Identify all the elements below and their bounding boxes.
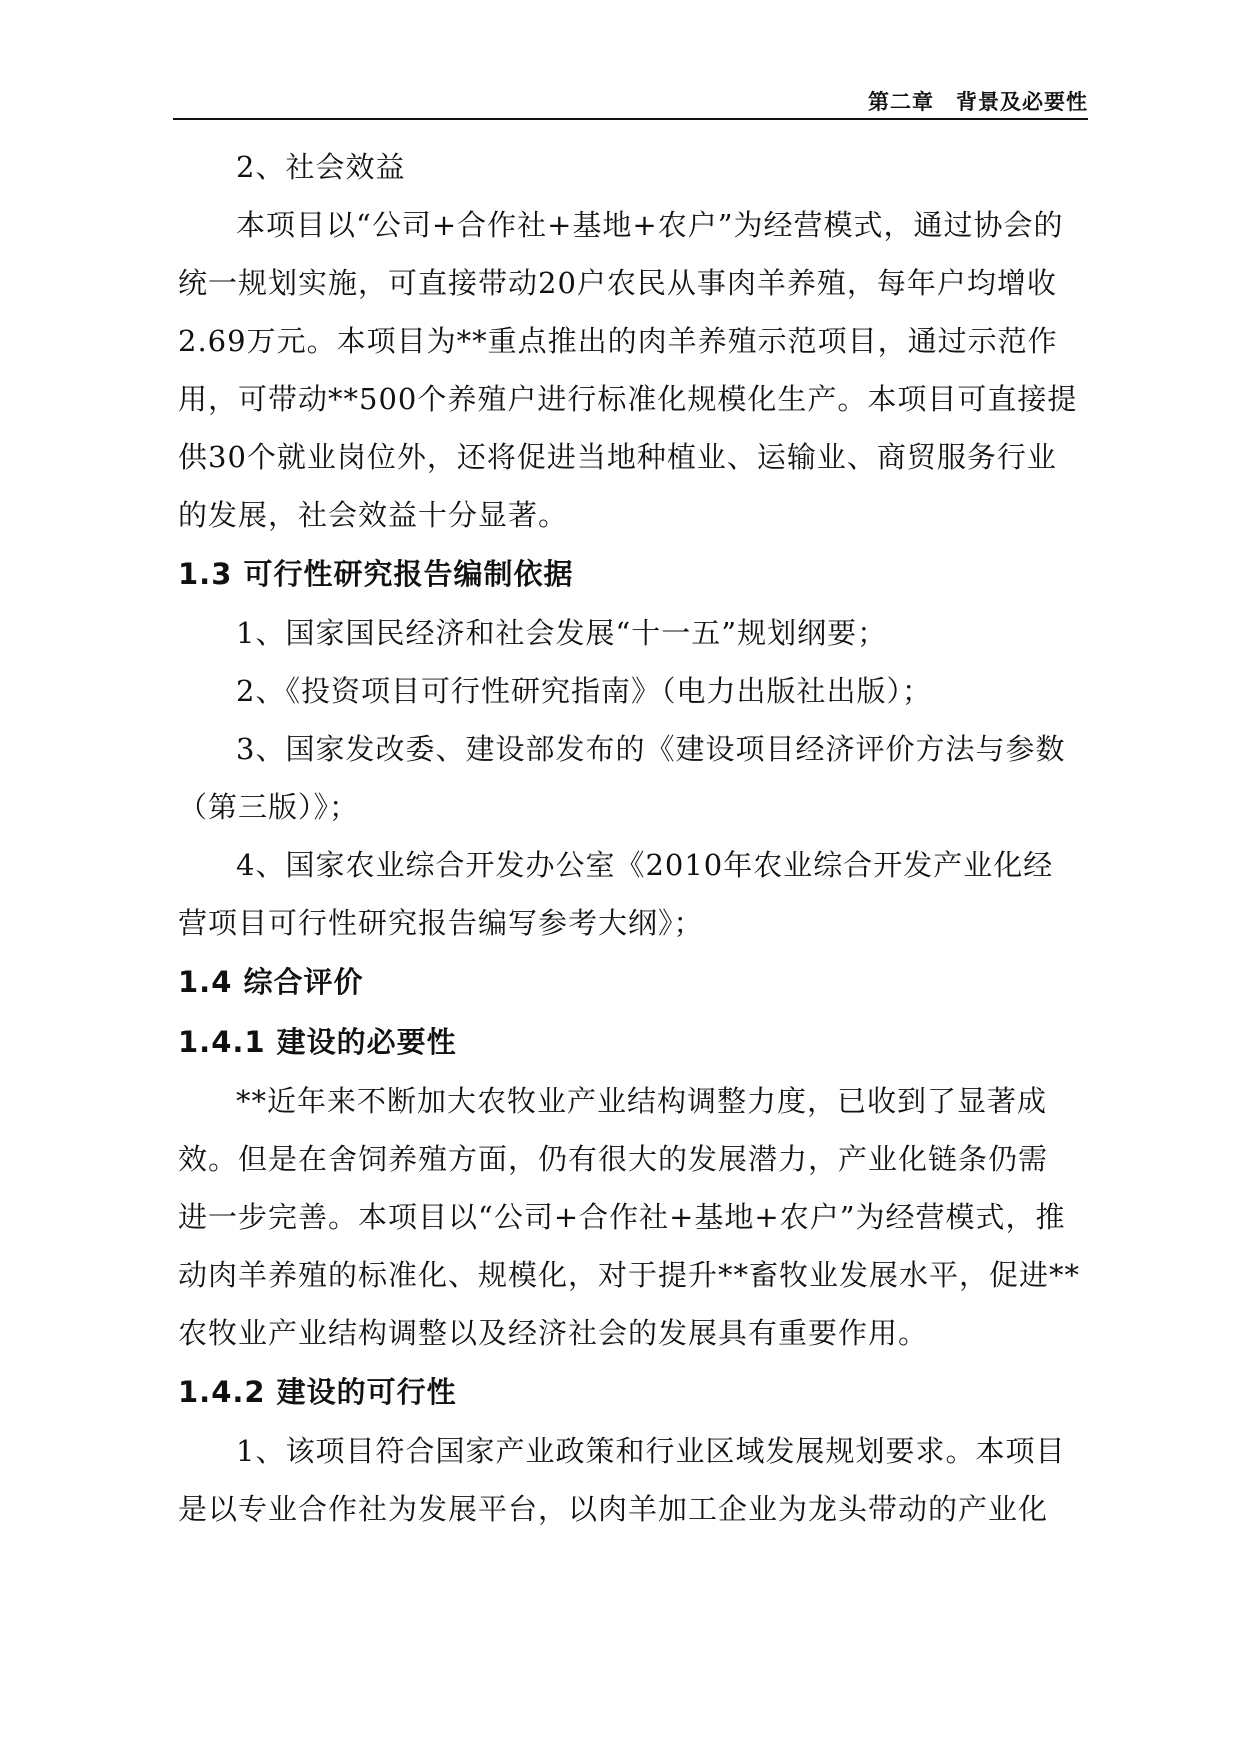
text-line: 本项目以“公司+合作社+基地+农户”为经营模式，通过协会的 — [236, 208, 1064, 242]
paragraph-necessity — [178, 1072, 1084, 1362]
text-line: 是以专业合作社为发展平台，以肉羊加工企业为龙头带动的产业化 — [178, 1492, 1049, 1526]
heading-1-4-2: 1.4.2 建设的可行性 — [178, 1375, 457, 1409]
basis-item-2 — [178, 662, 1084, 720]
text-line: 营项目可行性研究报告编写参考大纲》； — [178, 906, 704, 940]
running-header: 第二章 背景及必要性 — [868, 90, 1088, 114]
text-line: 统一规划实施，可直接带动20户农民从事肉羊养殖，每年户均增收 — [178, 266, 1057, 300]
text-line: 2、社会效益 — [236, 150, 406, 184]
text-line: 的发展，社会效益十分显著。 — [178, 498, 569, 532]
heading-1-3: 1.3 可行性研究报告编制依据 — [178, 557, 574, 591]
header-rule — [173, 118, 1088, 120]
heading-1-4-1: 1.4.1 建设的必要性 — [178, 1025, 457, 1059]
text-line: 1、国家国民经济和社会发展“十一五”规划纲要； — [236, 616, 888, 650]
paragraph-social-benefit — [178, 196, 1084, 544]
text-line: 3、国家发改委、建设部发布的《建设项目经济评价方法与参数 — [236, 732, 1066, 766]
text-line: 2、《投资项目可行性研究指南》（电力出版社出版）； — [236, 674, 932, 708]
text-line: （第三版）》； — [178, 790, 360, 824]
basis-item-4 — [178, 836, 1084, 952]
paragraph-social-benefit-title — [178, 138, 1084, 196]
text-line: 动肉羊养殖的标准化、规模化，对于提升**畜牧业发展水平，促进** — [178, 1258, 1081, 1292]
paragraph-feasibility — [178, 1422, 1084, 1538]
basis-item-1 — [178, 604, 1084, 662]
text-line: **近年来不断加大农牧业产业结构调整力度，已收到了显著成 — [236, 1084, 1048, 1118]
text-line: 农牧业产业结构调整以及经济社会的发展具有重要作用。 — [178, 1316, 929, 1350]
text-line: 供30个就业岗位外，还将促进当地种植业、运输业、商贸服务行业 — [178, 440, 1057, 474]
text-line: 4、国家农业综合开发办公室《2010年农业综合开发产业化经 — [236, 848, 1054, 882]
text-line: 效。但是在舍饲养殖方面，仍有很大的发展潜力，产业化链条仍需 — [178, 1142, 1049, 1176]
basis-item-3 — [178, 720, 1084, 836]
heading-1-4: 1.4 综合评价 — [178, 965, 364, 999]
text-line: 2.69万元。本项目为**重点推出的肉羊养殖示范项目，通过示范作 — [178, 324, 1058, 358]
document-body — [178, 138, 1084, 1538]
text-line: 用，可带动**500个养殖户进行标准化规模化生产。本项目可直接提 — [178, 382, 1078, 416]
text-line: 进一步完善。本项目以“公司+合作社+基地+农户”为经营模式，推 — [178, 1200, 1066, 1234]
text-line: 1、该项目符合国家产业政策和行业区域发展规划要求。本项目 — [236, 1434, 1066, 1468]
